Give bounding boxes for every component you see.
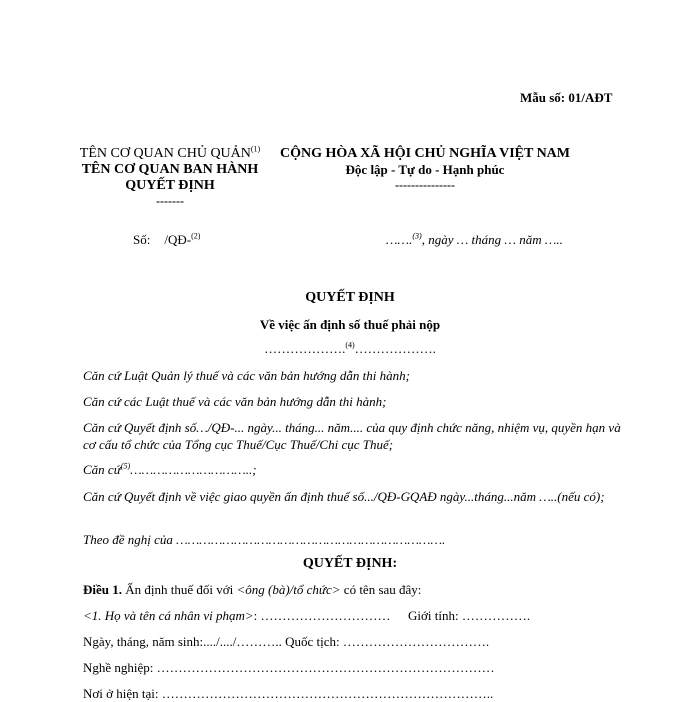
article-1-label: Điều 1. [83, 582, 122, 597]
left-header-divider: ------- [156, 194, 184, 208]
place-and-date: …….$^{(3)}$, ngày … tháng … năm ….. [386, 231, 563, 247]
parent-agency-line: TÊN CƠ QUAN CHỦ QUẢN$^{(1)}$ [79, 144, 261, 161]
occupation-field: Nghề nghiệp: …………………………………………………………………… [83, 660, 495, 675]
national-header [270, 146, 580, 193]
national-title: CỘNG HÒA XÃ HỘI CHỦ NGHĨA VIỆT NAM [279, 146, 570, 161]
document-title: QUYẾT ĐỊNH [305, 290, 395, 305]
gender-field: Giới tính: ……………. [408, 608, 531, 623]
issuing-authority-header [70, 146, 270, 209]
issuing-agency-line: TÊN CƠ QUAN BAN HÀNH [81, 162, 259, 177]
national-motto: Độc lập - Tự do - Hạnh phúc [345, 162, 505, 177]
basis-tax-laws: Căn cứ các Luật thuế và các văn bản hướng dẫn thi hành; [83, 394, 387, 409]
form-number: Mẫu số: 01/AĐT [520, 90, 613, 105]
right-header-divider: --------------- [395, 178, 455, 192]
decision-number: Số: /QĐ-$^{(2)}$ [133, 231, 201, 247]
dob-nationality-field: Ngày, tháng, năm sinh:..../..../……….. Quốc tịch: ……………………………. [83, 634, 490, 649]
basis-delegation-decision: Căn cứ Quyết định về việc giao quyền ấn định thuế số.../QĐ-GQAĐ ngày...tháng...năm …..(nếu có); [83, 489, 605, 504]
basis-tax-admin-law: Căn cứ Luật Quản lý thuế và các văn bản hướng dẫn thi hành; [83, 368, 410, 383]
decision-heading: QUYẾT ĐỊNH: [302, 556, 398, 571]
issuing-agency-line2: QUYẾT ĐỊNH [125, 178, 215, 193]
article-1: Điều 1. Ấn định thuế đối với <ông (bà)/tổ chức> có tên sau đây: [83, 582, 422, 597]
basis-other: Căn cứ$^{(5)}$…………………………..; [83, 461, 257, 477]
residence-field: Nơi ở hiện tại: ………………………………………………………………….. [83, 686, 494, 701]
authority-line: ……………….$^{(4)}$………………. [264, 340, 436, 356]
proposal-line: Theo đề nghị của ……………………………………………………………. [83, 532, 446, 547]
document-subtitle: Về việc ấn định số thuế phải nộp [259, 317, 441, 332]
violator-name-field: <1. Họ và tên cá nhân vi phạm>: ………………………… [83, 608, 391, 623]
basis-organization-decision: Căn cứ Quyết định số…/QĐ-... ngày... tháng... năm.... của quy định chức năng, nhiệm vụ, quyền hạn và cơ cấu tổ chức của Tổng cục Thuế/Cục Thuế/Chi cục Thuế; [83, 420, 621, 452]
